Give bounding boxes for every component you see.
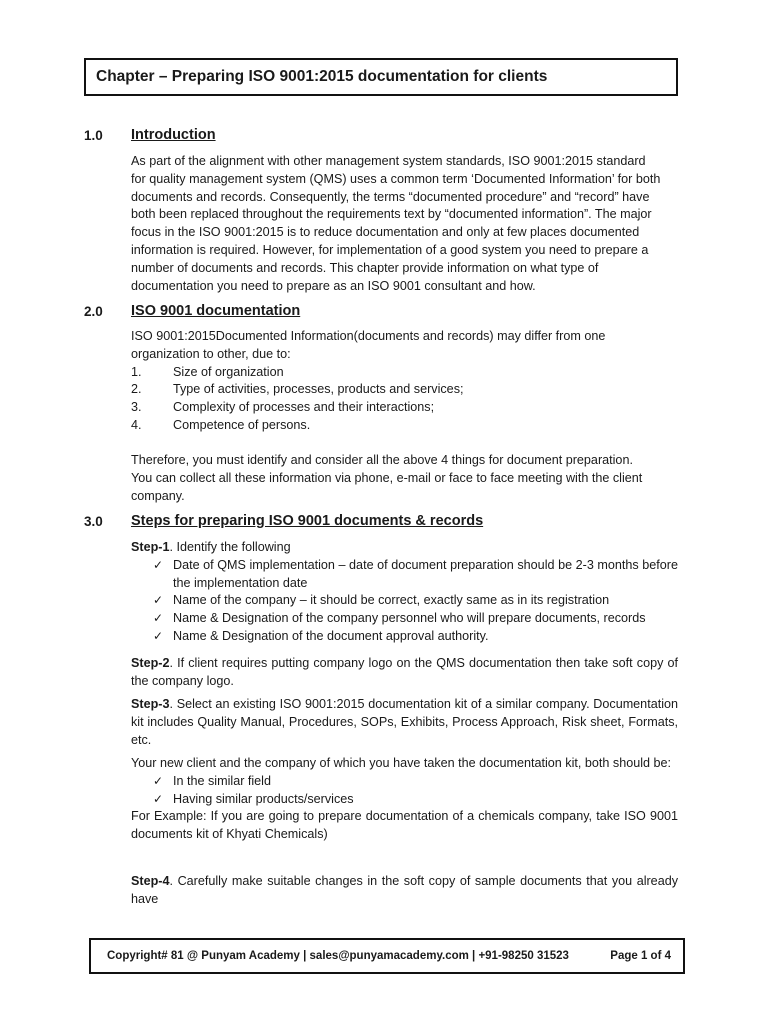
checklist-item: ✓ Date of QMS implementation – date of document preparation should be 2-3 months before the implementation date xyxy=(131,557,678,593)
intro-paragraph xyxy=(131,153,678,295)
intro-line: both been replaced throughout the requirements text by “documented information”. The major xyxy=(131,207,652,222)
checklist-item: ✓ Name & Designation of the company personnel who will prepare documents, records xyxy=(131,610,678,628)
intro-line: focus in the ISO 9001:2015 is to reduce documentation and only at few places documented xyxy=(131,225,640,240)
chapter-title-box xyxy=(84,58,678,96)
checklist-item: ✓ Name of the company – it should be correct, exactly same as in its registration xyxy=(131,592,678,610)
chapter-title: Chapter – Preparing ISO 9001:2015 documentation for clients xyxy=(96,68,548,85)
list-item: 4. Competence of persons. xyxy=(131,417,311,432)
step-label: Step-3 xyxy=(131,697,170,711)
page-footer xyxy=(89,938,685,974)
list-item: 3. Complexity of processes and their interactions; xyxy=(131,400,435,415)
section-number: 3.0 xyxy=(84,514,103,529)
intro-line: information is required. However, for implementation of a good system you need to prepare a xyxy=(131,242,649,257)
footer-copyright: Copyright# 81 @ Punyam Academy | sales@punyamacademy.com | +91-98250 31523 xyxy=(107,950,569,962)
text-line: company. xyxy=(131,488,185,503)
section-title: ISO 9001 documentation xyxy=(131,303,301,319)
intro-line: number of documents and records. This chapter provide information on what type of xyxy=(131,260,599,275)
step-1: Step-1. Identify the following ✓ Date of QMS implementation – date of document preparation should be 2-3 months before the implementation date ✓ Name of the company – it should be correct, exactly same as in its registration ✓ Name & Designation of the company personnel who will prepare documents, records ✓ Name & Designation of the document approval authority. xyxy=(131,539,678,646)
check-icon: ✓ xyxy=(153,773,164,788)
text-line: Your new client and the company of which you have taken the documentation kit, both should be: xyxy=(131,756,672,770)
check-icon: ✓ xyxy=(153,611,164,626)
checklist-item: ✓ Name & Designation of the document approval authority. xyxy=(131,628,678,646)
list-item: 1. Size of organization xyxy=(131,364,284,379)
step-label: Step-4 xyxy=(131,874,170,888)
check-icon: ✓ xyxy=(153,557,164,572)
text-line: You can collect all these information via phone, e-mail or face to face meeting with the client xyxy=(131,470,643,485)
section-number: 1.0 xyxy=(84,128,103,143)
step-3: Step-3. Select an existing ISO 9001:2015 documentation kit of a similar company. Documentation kit includes Quality Manual, Procedures, SOPs, Exhibits, Process Approach, Risk sheet, Formats, etc. xyxy=(131,697,678,747)
intro-line: documents and records. Consequently, the terms “documented procedure” and “record” have xyxy=(131,189,650,204)
example-text: For Example: If you are going to prepare documentation of a chemicals company, take ISO 9001 documents kit of Khyati Chemicals) xyxy=(131,809,678,842)
list-item: 2. Type of activities, processes, products and services; xyxy=(131,382,464,397)
check-icon: ✓ xyxy=(153,593,164,608)
step-label: Step-1 xyxy=(131,540,170,554)
section-number: 2.0 xyxy=(84,304,103,319)
check-icon: ✓ xyxy=(153,628,164,643)
check-icon: ✓ xyxy=(153,791,164,806)
intro-line: As part of the alignment with other management system standards, ISO 9001:2015 standard xyxy=(131,154,646,168)
text-line: Therefore, you must identify and consider all the above 4 things for document preparation. xyxy=(131,453,633,467)
client-similarity xyxy=(131,755,678,844)
checklist-item: ✓ In the similar field xyxy=(131,773,678,791)
intro-line: for quality management system (QMS) uses a common term ‘Documented Information’ for both xyxy=(131,171,661,186)
step-label: Step-2 xyxy=(131,656,170,670)
iso-doc-paragraph xyxy=(131,328,678,435)
text-line: ISO 9001:2015Documented Information(documents and records) may differ from one xyxy=(131,329,606,343)
text-line: organization to other, due to: xyxy=(131,346,291,361)
intro-line: documentation you need to prepare as an ISO 9001 consultant and how. xyxy=(131,278,536,293)
step-4: Step-4. Carefully make suitable changes in the soft copy of sample documents that you already have xyxy=(131,874,678,906)
section-title: Steps for preparing ISO 9001 documents & records xyxy=(131,513,484,529)
page-number: Page 1 of 4 xyxy=(610,950,671,962)
iso-doc-after xyxy=(131,452,678,505)
section-title: Introduction xyxy=(131,127,216,143)
step-2: Step-2. If client requires putting company logo on the QMS documentation then take soft copy of the company logo. xyxy=(131,656,678,688)
checklist-item: ✓ Having similar products/services xyxy=(131,791,678,809)
